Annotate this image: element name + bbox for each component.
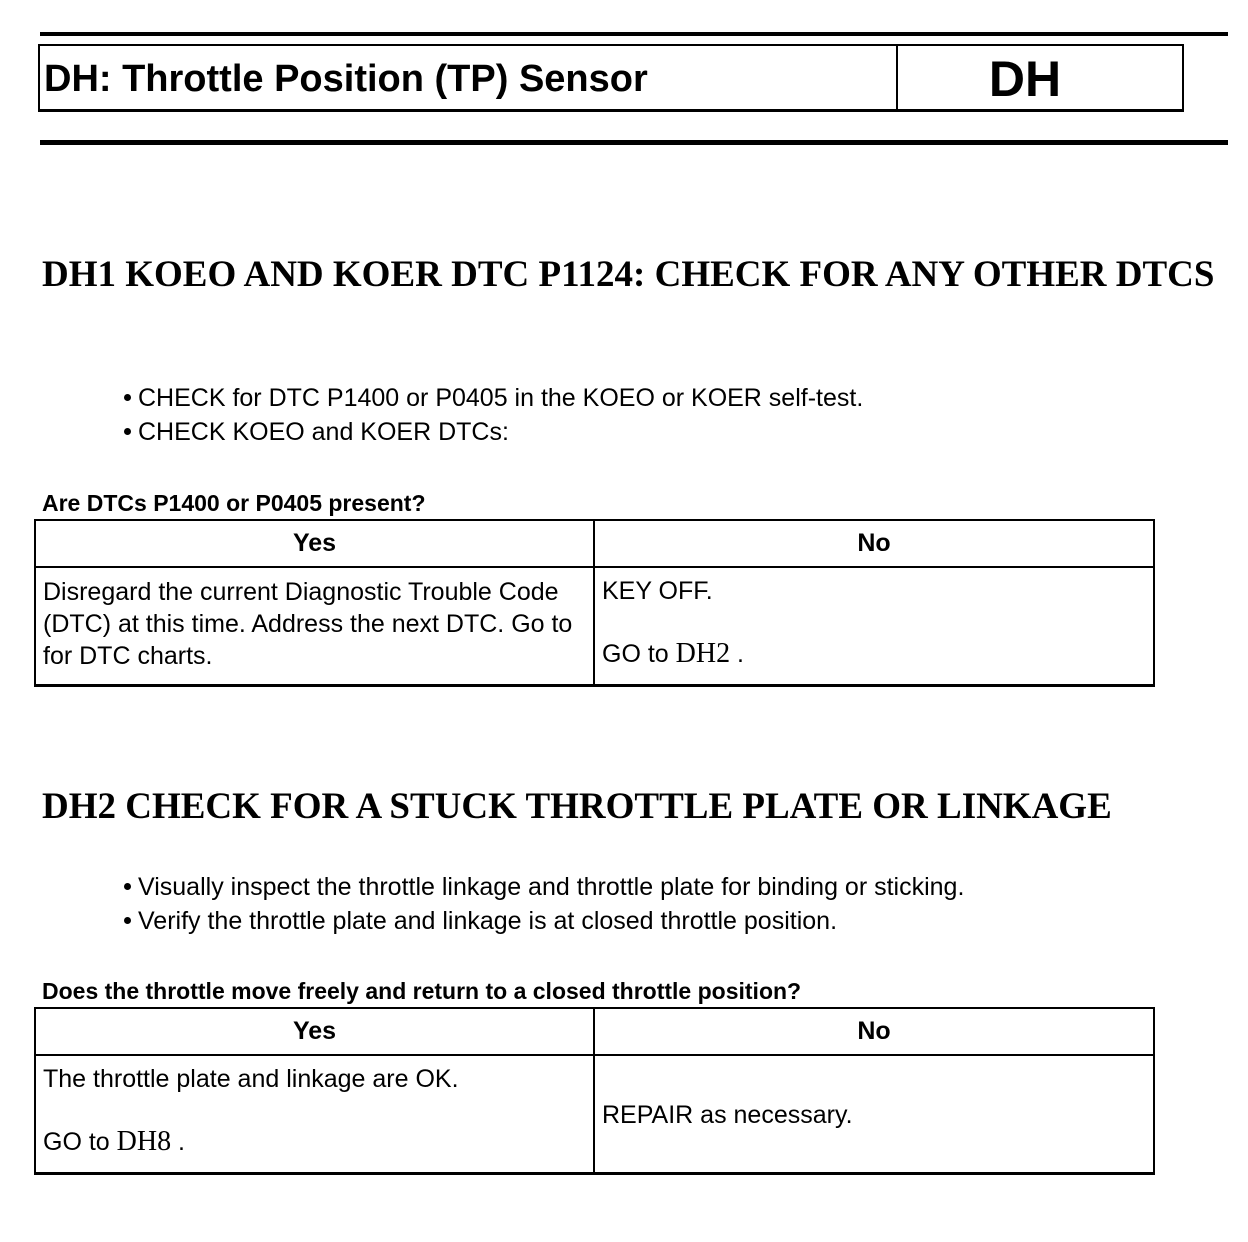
yes-header: Yes: [35, 1008, 594, 1055]
bullet-icon: [124, 428, 131, 435]
goto-prefix: GO to: [43, 1128, 110, 1156]
no-text: KEY OFF.: [602, 577, 713, 605]
no-header: No: [594, 520, 1154, 567]
bullet-icon: [124, 394, 131, 401]
bullet-text: CHECK KOEO and KOER DTCs:: [138, 418, 509, 446]
step-bullets-dh2: [124, 870, 964, 938]
section-header: [38, 44, 1184, 112]
question-dh1: Are DTCs P1400 or P0405 present?: [42, 490, 426, 516]
spacer: [43, 1094, 587, 1126]
step-heading-dh1: DH1 KOEO AND KOER DTC P1124: CHECK FOR ANY OTHER DTCS: [42, 254, 1215, 295]
decision-table-dh2: [34, 1007, 1155, 1175]
spacer: [602, 606, 1147, 638]
step-heading-dh2: DH2 CHECK FOR A STUCK THROTTLE PLATE OR LINKAGE: [42, 786, 1112, 827]
decision-table-dh1: [34, 519, 1155, 687]
top-rule: [40, 32, 1228, 36]
no-cell: [594, 1055, 1154, 1173]
bullet-item: [124, 381, 863, 415]
bullet-text: Verify the throttle plate and linkage is at closed throttle position.: [138, 907, 838, 935]
goto-suffix: .: [178, 1128, 185, 1156]
section-title: DH: Throttle Position (TP) Sensor: [40, 46, 898, 109]
yes-goto: [43, 1126, 587, 1158]
yes-header: Yes: [35, 520, 594, 567]
bullet-text: Visually inspect the throttle linkage and throttle plate for binding or sticking.: [138, 873, 965, 901]
bottom-rule: [40, 140, 1228, 145]
bullet-item: [124, 904, 964, 938]
bullet-icon: [124, 917, 131, 924]
yes-text: Disregard the current Diagnostic Trouble Code (DTC) at this time. Address the next DTC. Go to for DTC charts.: [43, 578, 573, 670]
bullet-item: [124, 870, 964, 904]
goto-link-dh8[interactable]: DH8: [116, 1126, 172, 1157]
step-bullets-dh1: [124, 381, 863, 449]
no-goto: [602, 638, 1147, 670]
question-dh2: Does the throttle move freely and return to a closed throttle position?: [42, 978, 802, 1004]
goto-prefix: GO to: [602, 640, 669, 668]
bullet-icon: [124, 883, 131, 890]
bullet-item: [124, 415, 863, 449]
goto-link-dh2[interactable]: DH2: [675, 638, 731, 669]
no-cell: [594, 567, 1154, 685]
no-header: No: [594, 1008, 1154, 1055]
yes-text: The throttle plate and linkage are OK.: [43, 1065, 459, 1093]
goto-suffix: .: [737, 640, 744, 668]
yes-cell: [35, 1055, 594, 1173]
yes-cell: [35, 567, 594, 685]
no-text: REPAIR as necessary.: [602, 1100, 853, 1129]
bullet-text: CHECK for DTC P1400 or P0405 in the KOEO or KOER self-test.: [138, 384, 864, 412]
section-code: DH: [988, 51, 1062, 107]
